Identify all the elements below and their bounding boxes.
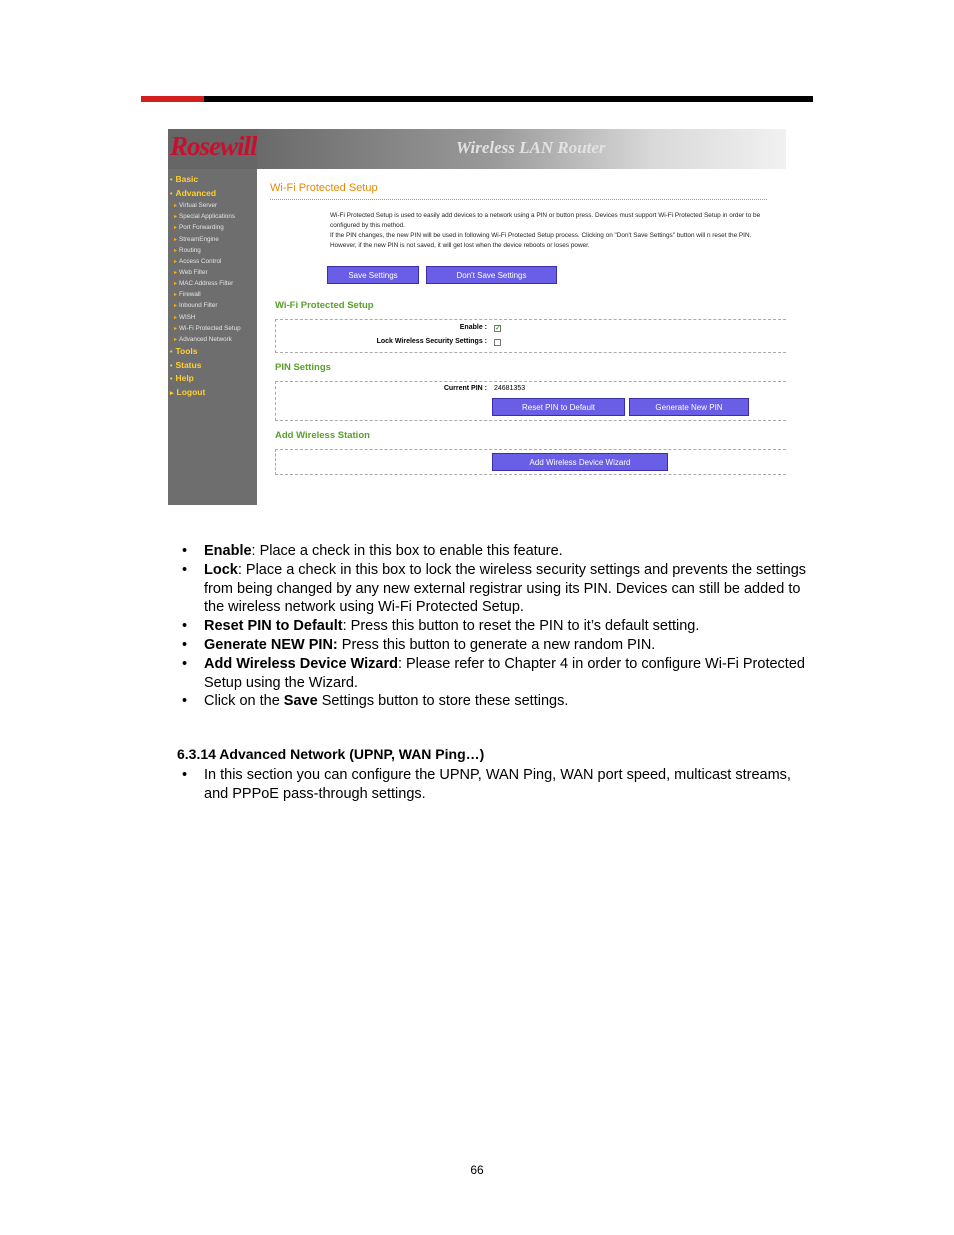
sidebar-menu	[170, 173, 256, 399]
header-rule	[141, 96, 813, 102]
submenu-item-wish[interactable]: ▸ WISH	[174, 313, 196, 321]
arrow-icon: ▸	[174, 292, 178, 299]
description-line: If the PIN changes, the new PIN will be used in following Wi-Fi Protected Setup process. Clicking on "Don't Save Settings" button will n reset the PIN.	[330, 232, 752, 239]
brand-logo: Rosewill	[168, 129, 257, 169]
sidebar	[168, 129, 257, 505]
submenu-item-mac-address-filter[interactable]: ▸ MAC Address Filter	[174, 280, 234, 288]
bullet-icon: •	[182, 618, 188, 635]
arrow-icon: ▸	[174, 247, 178, 254]
bullet-icon: •	[182, 543, 188, 559]
submenu-item-wifi-protected-setup[interactable]: ▸ Wi-Fi Protected Setup	[174, 324, 241, 332]
bullet-icon: •	[170, 362, 173, 370]
router-screenshot	[168, 129, 786, 505]
list-item: • In this section you can configure the UPNP, WAN Ping, WAN port speed, multicast streams, and PPPoE pass-through settings.	[182, 767, 791, 802]
feature-list	[182, 542, 812, 711]
current-pin-label: Current PIN :	[443, 385, 487, 392]
submenu-item-routing[interactable]: ▸ Routing	[174, 246, 201, 254]
section-list	[182, 766, 812, 804]
enable-label: Enable :	[459, 324, 487, 331]
bullet-icon: •	[182, 636, 188, 653]
add-wireless-device-wizard-button[interactable]: Add Wireless Device Wizard	[492, 453, 668, 471]
save-settings-button[interactable]: Save Settings	[327, 266, 419, 284]
bullet-icon: •	[170, 376, 173, 384]
submenu-item-access-control[interactable]: ▸ Access Control	[174, 257, 222, 265]
wps-settings-box	[275, 319, 786, 353]
section-title-wps: Wi-Fi Protected Setup	[275, 300, 374, 311]
section-title-station: Add Wireless Station	[275, 430, 370, 441]
submenu-item-streamengine[interactable]: ▸ StreamEngine	[174, 235, 219, 243]
menu-item-logout[interactable]: ▸ Logout	[170, 386, 206, 397]
arrow-icon: ▸	[174, 225, 178, 232]
arrow-icon: ▸	[174, 258, 178, 265]
description-line: Wi-Fi Protected Setup is used to easily add devices to a network using a PIN or button press. Devices must support Wi-Fi Protected Setup in order to be configured by this method.	[330, 212, 761, 229]
page-title: Wi-Fi Protected Setup	[270, 182, 378, 194]
reset-pin-button[interactable]: Reset PIN to Default	[492, 398, 625, 416]
arrow-icon: ▸	[174, 236, 178, 243]
bullet-icon: •	[182, 693, 188, 710]
menu-item-basic[interactable]: • Basic	[170, 174, 199, 184]
arrow-icon: ▸	[174, 270, 178, 277]
pin-settings-box	[275, 381, 786, 421]
bullet-icon: •	[182, 655, 188, 672]
bullet-icon: •	[170, 177, 173, 184]
menu-item-advanced[interactable]: • Advanced	[170, 187, 217, 198]
lock-checkbox[interactable]	[494, 339, 501, 346]
arrow-icon: ▸	[174, 303, 178, 310]
arrow-icon: ▸	[174, 214, 178, 221]
bullet-icon: •	[182, 561, 188, 578]
current-pin-value: 24681353	[494, 385, 526, 392]
menu-item-help[interactable]: • Help	[170, 373, 194, 384]
arrow-icon: ▸	[174, 281, 178, 288]
arrow-icon: ▸	[174, 336, 178, 343]
submenu-item-firewall[interactable]: ▸ Firewall	[174, 291, 201, 299]
station-box	[275, 449, 786, 475]
bullet-icon: •	[170, 190, 173, 198]
menu-item-tools[interactable]: • Tools	[170, 346, 198, 357]
submenu-item-web-filter[interactable]: ▸ Web Filter	[174, 269, 208, 277]
lock-label: Lock Wireless Security Settings :	[376, 338, 487, 345]
arrow-icon: ▸	[170, 389, 174, 397]
list-item: • Enable: Place a check in this box to enable this feature.	[182, 543, 563, 559]
section-title-pin: PIN Settings	[275, 362, 331, 373]
submenu-item-port-forwarding[interactable]: ▸ Port Forwarding	[174, 224, 224, 232]
main-content	[257, 169, 786, 505]
arrow-icon: ▸	[174, 325, 178, 332]
arrow-icon: ▸	[174, 203, 178, 210]
menu-item-status[interactable]: • Status	[170, 359, 202, 370]
bullet-icon: •	[170, 349, 173, 357]
list-item: • Generate NEW PIN: Press this button to generate a new random PIN.	[182, 636, 656, 653]
list-item: • Reset PIN to Default: Press this button to reset the PIN to it’s default setting.	[182, 618, 700, 635]
submenu-item-advanced-network[interactable]: ▸ Advanced Network	[174, 335, 232, 343]
list-item: • Add Wireless Device Wizard: Please refer to Chapter 4 in order to configure Wi-Fi Protected Setup using the Wizard.	[182, 655, 805, 691]
generate-pin-button[interactable]: Generate New PIN	[629, 398, 749, 416]
description-line: However, if the new PIN is not saved, it will get lost when the device reboots or loses power.	[330, 242, 590, 249]
enable-checkbox[interactable]: ✓	[495, 325, 501, 332]
submenu-item-virtual-server[interactable]: ▸ Virtual Server	[174, 202, 218, 210]
header-rule-accent	[141, 96, 204, 102]
list-item: • Click on the Save Settings button to store these settings.	[182, 693, 569, 710]
bullet-icon: •	[182, 767, 188, 783]
submenu-item-special-applications[interactable]: ▸ Special Applications	[174, 213, 236, 221]
list-item: • Lock: Place a check in this box to lock the wireless security settings and prevents the settings from being changed by any new external registrar using its PIN. Devices can still be added to the wireless network using Wi-Fi Protected Setup.	[182, 561, 807, 616]
page-number: 66	[470, 1163, 484, 1177]
section-heading: 6.3.14 Advanced Network (UPNP, WAN Ping…)	[177, 746, 485, 762]
divider	[270, 199, 767, 200]
dont-save-settings-button[interactable]: Don't Save Settings	[426, 266, 557, 284]
description	[330, 211, 786, 251]
submenu-item-inbound-filter[interactable]: ▸ Inbound Filter	[174, 302, 218, 310]
banner: Wireless LAN Router	[257, 129, 786, 169]
arrow-icon: ▸	[174, 314, 178, 321]
